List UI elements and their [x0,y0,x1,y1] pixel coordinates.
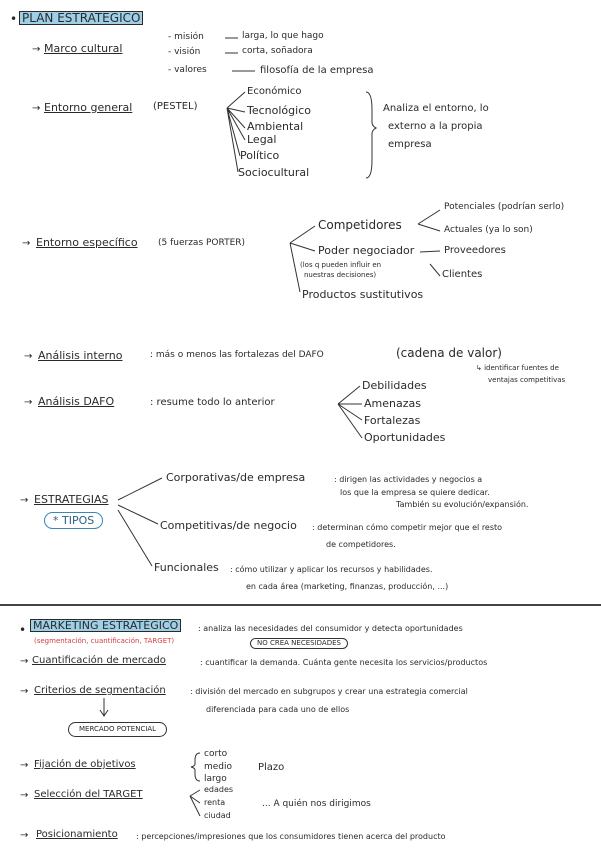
potenciales: Potenciales (podrían serlo) [444,202,565,212]
cuantificacion-desc: : cuantificar la demanda. Cuánta gente necesita los servicios/productos [200,658,488,667]
pestel-note: externo a la propia [388,121,483,132]
target-question: ... A quién nos dirigimos [262,799,371,809]
pestel-item: Político [240,149,280,162]
target-item: ciudad [204,811,231,820]
pestel-item: Ambiental [247,120,304,133]
target-label: Selección del TARGET [34,789,143,800]
target-item: renta [204,798,226,807]
pestel-item: Económico [247,86,302,97]
arrow-icon: → [20,830,29,841]
competitivas-label: Competitivas/de negocio [160,519,297,532]
dafo-item: Fortalezas [364,414,421,427]
no-crea-badge: NO CREA NECESIDADES [250,638,348,649]
competidores: Competidores [318,218,402,232]
arrow-icon: → [22,238,31,249]
marketing-desc: : analiza las necesidades del consumidor y detecta oportunidades [198,624,463,633]
arrow-icon: → [20,686,29,697]
dafo-item: Debilidades [362,379,427,392]
analisis-interno-label: Análisis interno [38,349,123,362]
porter-tag: (5 fuerzas PORTER) [158,238,246,248]
arrow-icon: → [20,760,29,771]
arrow-icon: → [24,397,33,408]
entorno-general-label: Entorno general [44,101,133,114]
clientes: Clientes [442,269,483,280]
vision-label: - visión [168,47,201,57]
arrow-icon: → [32,103,41,114]
plazo-label: Plazo [258,762,285,773]
bullet: • [10,12,18,26]
proveedores: Proveedores [444,245,506,256]
pestel-item: Legal [247,133,277,146]
estrategias-label: ESTRATEGIAS [34,493,109,506]
funcionales-desc: : cómo utilizar y aplicar los recursos y habilidades. [230,565,433,574]
marco-cultural-label: Marco cultural [44,42,123,55]
marketing-steps: (segmentación, cuantificación, TARGET) [34,637,175,645]
pestel-tag: (PESTEL) [153,101,198,112]
mision-def: larga, lo que hago [242,31,324,41]
funcionales-desc: en cada área (marketing, finanzas, producción, ...) [246,582,449,591]
funcionales-label: Funcionales [154,561,219,574]
criterios-desc: diferenciada para cada uno de ellos [206,705,350,714]
pestel-note: empresa [388,139,432,150]
posicionamiento-desc: : percepciones/impresiones que los consumidores tienen acerca del producto [136,832,446,841]
poder-note: (los q pueden influir en [300,261,382,269]
arrow-icon: → [24,351,33,362]
analisis-interno-desc: : más o menos las fortalezas del DAFO [150,350,324,360]
corporativas-desc: los que la empresa se quiere dedicar. [340,488,490,497]
pestel-item: Sociocultural [238,166,310,179]
pestel-item: Tecnológico [247,104,311,117]
plazo-item: medio [204,762,233,772]
corporativas-desc: : dirigen las actividades y negocios a [334,475,483,484]
competitivas-desc: de competidores. [326,540,396,549]
arrow-icon: → [32,44,41,55]
entorno-especifico-label: Entorno específico [36,236,138,249]
competitivas-desc: : determinan cómo competir mejor que el resto [312,523,503,532]
mision-label: - misión [168,32,204,42]
dafo-item: Amenazas [364,397,421,410]
arrow-icon: → [20,656,29,667]
plan-title: PLAN ESTRATEGICO [19,11,143,25]
cadena-note: ↳ identificar fuentes de [476,364,559,372]
actuales: Actuales (ya lo son) [444,225,533,235]
poder-negociador: Poder negociador [318,244,415,257]
objetivos-label: Fijación de objetivos [34,759,136,770]
cadena-valor: (cadena de valor) [396,346,502,360]
corporativas-desc: También su evolución/expansión. [396,500,529,509]
cuantificacion-label: Cuantificación de mercado [32,655,166,666]
arrow-icon: → [20,495,29,506]
arrow-icon: → [20,790,29,801]
valores-def: filosofía de la empresa [260,65,374,76]
valores-label: - valores [168,65,207,75]
pestel-note: Analiza el entorno, lo [383,103,489,114]
tipos-badge: * TIPOS [44,512,103,529]
plazo-item: corto [204,749,228,759]
dafo-item: Oportunidades [364,431,446,444]
mercado-potencial-badge: MERCADO POTENCIAL [68,722,167,737]
criterios-desc: : división del mercado en subgrupos y crear una estrategia comercial [190,687,468,696]
vision-def: corta, soñadora [242,46,313,56]
corporativas-label: Corporativas/de empresa [166,471,306,484]
analisis-dafo-desc: : resume todo lo anterior [150,397,275,408]
productos-sustitutivos: Productos sustitutivos [302,288,424,301]
criterios-label: Criterios de segmentación [34,685,166,696]
cadena-note: ventajas competitivas [488,376,566,384]
target-item: edades [204,785,234,794]
marketing-title: MARKETING ESTRATÉGICO [30,619,181,632]
analisis-dafo-label: Análisis DAFO [38,395,115,408]
plazo-item: largo [204,774,227,784]
poder-note: nuestras decisiones) [304,271,377,279]
posicionamiento-label: Posicionamiento [36,829,118,840]
bullet: • [19,623,27,637]
